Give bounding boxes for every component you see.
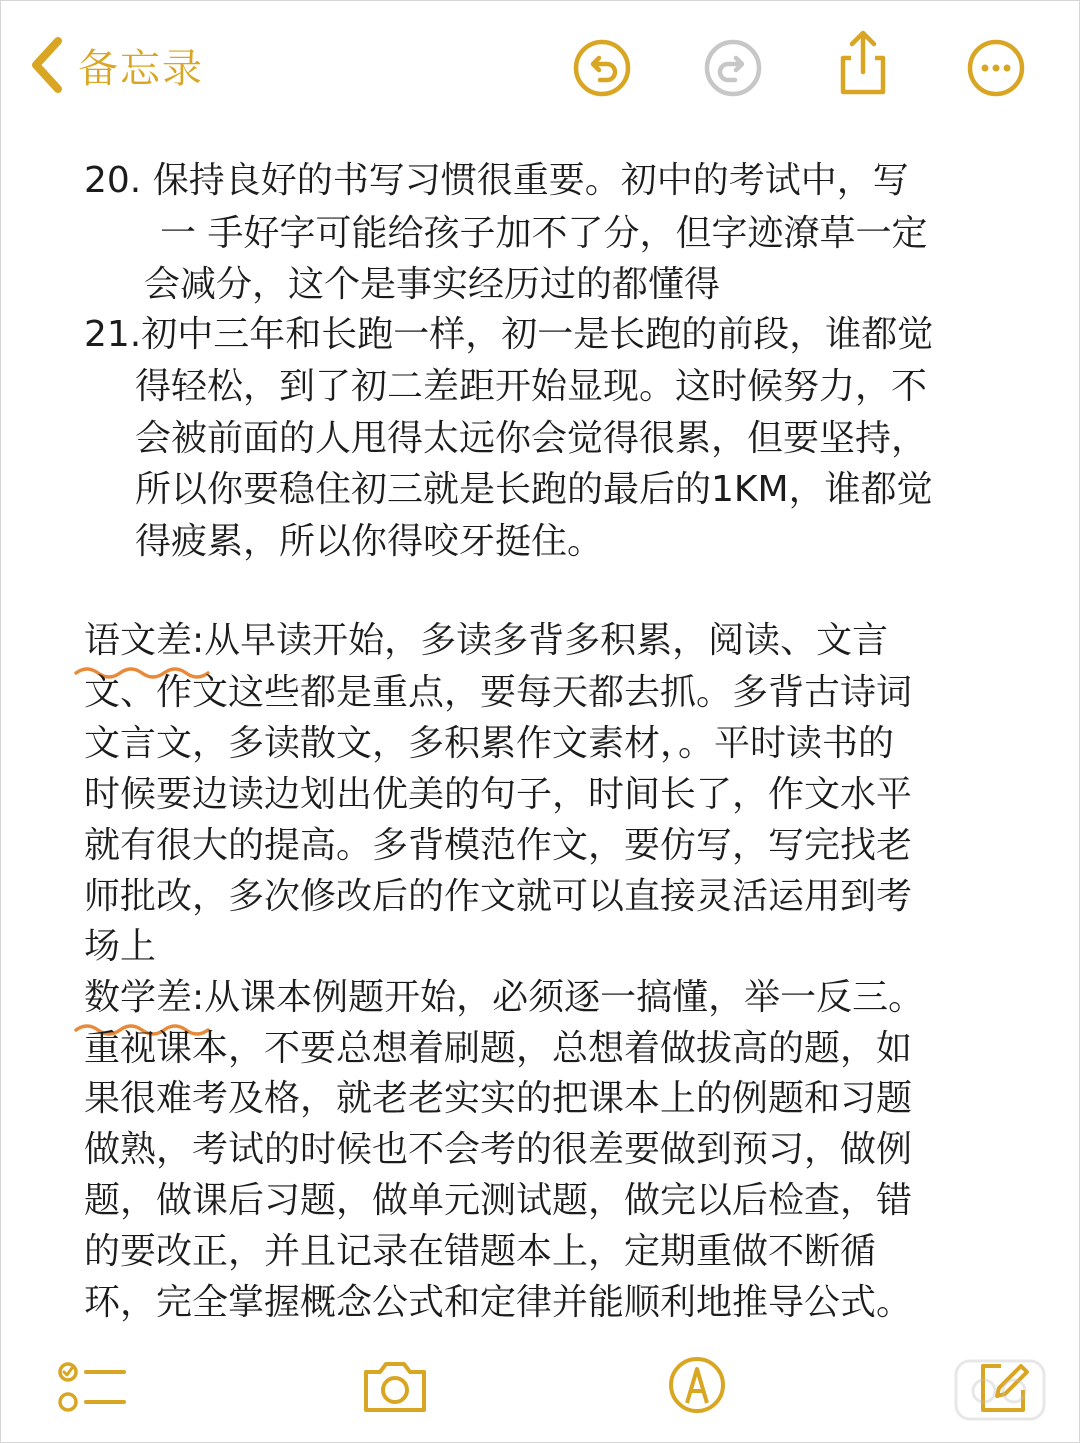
watermark-logo xyxy=(950,1355,1050,1425)
share-button[interactable] xyxy=(833,28,893,98)
note-line: 文言文，多读散文，多积累作文素材，。平时读书的 xyxy=(84,723,895,764)
note-line: 得轻松，到了初二差距开始显现。这时候努力，不 xyxy=(135,366,928,407)
note-line: 会被前面的人甩得太远你会觉得很累，但要坚持， xyxy=(135,418,928,459)
more-button[interactable] xyxy=(966,38,1026,98)
undo-button[interactable] xyxy=(572,38,632,98)
note-line: 果很难考及格，就老老实实的把课本上的例题和习题 xyxy=(84,1078,913,1119)
note-line: 做熟，考试的时候也不会考的很差要做到预习，做例 xyxy=(84,1129,913,1170)
camera-button[interactable] xyxy=(360,1356,430,1416)
note-line: 重视课本，不要总想着刷题，总想着做拔高的题，如 xyxy=(84,1028,913,1069)
note-line: 环，完全掌握概念公式和定律并能顺利地推导公式。 xyxy=(84,1282,913,1323)
undo-icon xyxy=(572,38,632,98)
note-line: 时候要边读边划出优美的句子，时间长了，作文水平 xyxy=(84,774,913,815)
checklist-button[interactable] xyxy=(56,1358,128,1418)
note-line: 得疲累，所以你得咬牙挺住。 xyxy=(135,521,604,562)
chinese-heading-line xyxy=(84,614,888,667)
note-line: 所以你要稳住初三就是长跑的最后的1KM，谁都觉 xyxy=(135,469,933,510)
note-line: 就有很大的提高。多背模范作文，要仿写，写完找老 xyxy=(84,825,913,866)
note-line: 21.初中三年和长跑一样，初一是长跑的前段，谁都觉 xyxy=(84,314,934,355)
markup-button[interactable] xyxy=(667,1355,727,1415)
math-key-text: 数学差 xyxy=(84,977,193,1018)
share-icon xyxy=(833,28,893,98)
camera-icon xyxy=(360,1356,430,1416)
redo-button[interactable] xyxy=(703,38,763,98)
note-line: 一 手好字可能给孩子加不了分，但字迹潦草一定 xyxy=(160,213,928,254)
markup-icon xyxy=(667,1355,727,1415)
checklist-icon xyxy=(56,1358,128,1418)
chinese-heading-key xyxy=(84,614,192,667)
chinese-heading-rest: :从早读开始，多读多背多积累，阅读、文言 xyxy=(192,620,889,661)
more-icon xyxy=(966,38,1026,98)
note-line: 会减分，这个是事实经历过的都懂得 xyxy=(144,264,721,305)
note-line: 题，做课后习题，做单元测试题，做完以后检查，错 xyxy=(84,1180,913,1221)
redo-icon xyxy=(703,38,763,98)
note-line: 20. 保持良好的书写习惯很重要。初中的考试中，写 xyxy=(84,160,909,201)
note-line: 场上 xyxy=(84,926,157,967)
note-line: 师批改，多次修改后的作文就可以直接灵活运用到考 xyxy=(84,876,913,917)
back-label: 备忘录 xyxy=(78,45,204,92)
note-line: 的要改正，并且记录在错题本上，定期重做不断循 xyxy=(84,1231,877,1272)
note-line: 文、作文这些都是重点，要每天都去抓。多背古诗词 xyxy=(84,672,913,713)
math-heading-key xyxy=(84,971,192,1024)
chinese-key-text: 语文差 xyxy=(84,620,193,661)
math-heading-line xyxy=(84,971,924,1024)
navigation-bar xyxy=(0,0,1080,130)
back-button[interactable] xyxy=(28,32,204,98)
math-heading-rest: :从课本例题开始，必须逐一搞懂，举一反三。 xyxy=(192,977,925,1018)
chevron-left-icon xyxy=(28,35,64,95)
